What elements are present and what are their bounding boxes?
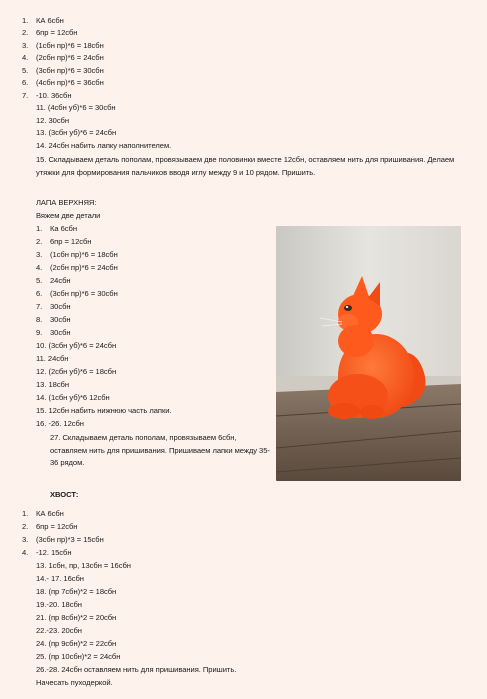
- instruction-paragraph: 15. Складываем деталь пополам, провязываем две половинки вместе 12сбн, оставляем нить для пришивания. Делаем утяжки для формирования пальчиков вводя иглу между 9 и 10 рядом. Пришить.: [36, 155, 455, 177]
- list-item: 5. (3сбн пр)*6 = 30сбн: [22, 66, 104, 75]
- list-item: 7. -10. 36сбн: [22, 91, 72, 100]
- list-item: 4. (2сбн пр)*6 = 24сбн: [22, 53, 104, 62]
- list-item: 22.-23. 20сбн: [36, 626, 82, 635]
- list-item: 2. 6пр = 12сбн: [36, 237, 92, 246]
- section-intro: Вяжем две детали: [36, 211, 101, 220]
- list-item: 1. КА 6сбн: [22, 509, 64, 518]
- list-item: 24. (пр 9сбн)*2 = 22сбн: [36, 639, 117, 648]
- list-item: 9. 30сбн: [36, 328, 71, 337]
- list-item: 12. (2сбн уб)*6 = 18сбн: [36, 367, 117, 376]
- list-item: 14. (1сбн уб)*6 12сбн: [36, 393, 110, 402]
- list-item: 11. (4сбн уб)*6 = 30сбн: [36, 103, 116, 112]
- list-item: 12. 30сбн: [36, 116, 70, 125]
- list-item: 1. КА 6сбн: [22, 16, 64, 25]
- section-title: ХВОСТ:: [50, 490, 79, 499]
- instruction-paragraph: 27. Складываем деталь пополам, провязываем 6сбн, оставляем нить для пришивания. Пришиваем лапки между 35-36 рядом.: [50, 433, 270, 467]
- list-item: 10. (3сбн уб)*6 = 24сбн: [36, 341, 117, 350]
- list-item: 5. 24сбн: [36, 276, 71, 285]
- list-item: Начесать пуходеркой.: [36, 678, 113, 687]
- list-item: 3. (1сбн пр)*6 = 18сбн: [22, 41, 104, 50]
- list-item: 26.-28. 24сбн оставляем нить для пришивания. Пришить.: [36, 665, 237, 674]
- list-item: 6. (3сбн пр)*6 = 30сбн: [36, 289, 118, 298]
- list-item: 15. 12сбн набить нижнюю часть лапки.: [36, 406, 172, 415]
- list-item: 3. (1сбн пр)*6 = 18сбн: [36, 250, 118, 259]
- toy-cat-photo: [276, 226, 461, 481]
- list-item: 2. 6пр = 12сбн: [22, 28, 78, 37]
- list-item: 16. -26. 12сбн: [36, 419, 84, 428]
- list-item: 4. (2сбн пр)*6 = 24сбн: [36, 263, 118, 272]
- list-item: 6. (4сбн пр)*6 = 36сбн: [22, 78, 104, 87]
- list-item: 2. 6пр = 12сбн: [22, 522, 78, 531]
- list-item: 13. (3сбн уб)*6 = 24сбн: [36, 128, 117, 137]
- list-item: 1. Ка 6сбн: [36, 224, 77, 233]
- list-item: 7. 30сбн: [36, 302, 71, 311]
- list-item: 13. 1сбн, пр, 13сбн = 16сбн: [36, 561, 131, 570]
- list-item: 25. (пр 10сбн)*2 = 24сбн: [36, 652, 121, 661]
- list-item: 8. 30сбн: [36, 315, 71, 324]
- list-item: 3. (3сбн пр)*3 = 15сбн: [22, 535, 104, 544]
- list-item: 14.- 17. 16сбн: [36, 574, 84, 583]
- list-item: 18. (пр 7сбн)*2 = 18сбн: [36, 587, 117, 596]
- list-item: 11. 24сбн: [36, 354, 69, 363]
- list-item: 21. (пр 8сбн)*2 = 20сбн: [36, 613, 117, 622]
- list-item: 19.-20. 18сбн: [36, 600, 82, 609]
- list-item: 14. 24сбн набить лапку наполнителем.: [36, 141, 172, 150]
- section-title: ЛАПА ВЕРХНЯЯ:: [36, 198, 97, 207]
- list-item: 13. 18сбн: [36, 380, 70, 389]
- list-item: 4. -12. 15сбн: [22, 548, 72, 557]
